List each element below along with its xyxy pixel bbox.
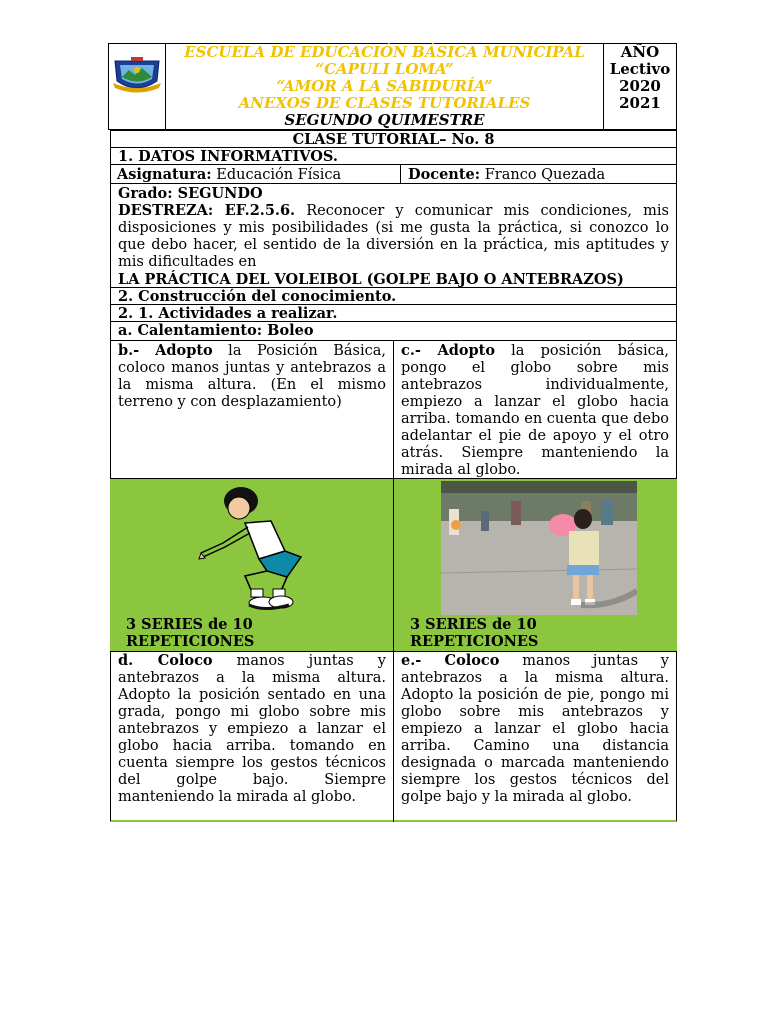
activity-e-lead: e.- Coloco — [401, 652, 500, 669]
grade-skill-cell — [110, 184, 677, 288]
girl-balloon-photo — [441, 481, 637, 615]
skill-code: : EF.2.5.6. — [207, 202, 296, 219]
year-label-lectivo: Lectivo — [609, 60, 671, 78]
teacher-value: Franco Quezada — [484, 167, 606, 183]
activity-d — [111, 651, 393, 807]
subject-value: Educación Física — [216, 167, 342, 183]
section-construction: 2. Construcción del conocimiento. — [110, 288, 677, 305]
school-name-line1: ESCUELA DE EDUCACIÓN BÁSICA MUNICIPAL — [184, 43, 585, 61]
school-motto: “AMOR A LA SABIDURÍA” — [276, 77, 493, 95]
series-left-line1: 3 SERIES de 10 — [126, 616, 253, 633]
activity-b-text: la Posición Básica, coloco manos juntas y antebrazos a la misma altura. (En el mismo terreno y con desplazamiento) — [118, 343, 386, 410]
series-left — [126, 616, 386, 650]
subject-cell — [117, 166, 400, 184]
teacher-cell — [408, 166, 673, 184]
series-right-line2: REPETICIONES — [410, 633, 539, 650]
skill-label: DESTREZA — [118, 202, 208, 219]
annex-title: ANEXOS DE CLASES TUTORIALES — [238, 94, 531, 112]
school-logo — [111, 55, 163, 93]
year-end: 2021 — [619, 94, 661, 112]
year-label-ano: AÑO — [620, 43, 660, 61]
series-left-line2: REPETICIONES — [126, 633, 255, 650]
series-right-line1: 3 SERIES de 10 — [410, 616, 537, 633]
school-year — [604, 44, 676, 112]
subject-teacher-divider — [400, 165, 401, 184]
section-warmup: a. Calentamiento: Boleo — [110, 322, 677, 341]
child-basic-position-illustration — [193, 481, 313, 614]
activity-c — [394, 341, 676, 480]
image-row-divider — [393, 479, 394, 651]
class-title: CLASE TUTORIAL– No. 8 — [110, 130, 677, 148]
activity-b-lead: b.- Adopto — [118, 342, 213, 359]
activity-e — [394, 651, 676, 807]
section-activities: 2. 1. Actividades a realizar. — [110, 305, 677, 322]
series-right — [410, 616, 670, 650]
skill-text — [118, 202, 669, 271]
year-start: 2020 — [619, 77, 661, 95]
section-informative-data: 1. DATOS INFORMATIVOS. — [110, 148, 677, 165]
activity-d-lead: d. Coloco — [118, 652, 213, 669]
topic-title: LA PRÁCTICA DEL VOLEIBOL (GOLPE BAJO O ANTEBRAZOS) — [118, 271, 624, 288]
subject-label: Asignatura: — [117, 166, 212, 183]
activity-e-text: manos juntas y antebrazos a la misma altura. Adopto la posición de pie, pongo mi globo sobre mis antebrazos y empiezo a lanzar el globo hacia arriba. Camino una distancia designada o marcada manteniendo siempre los gestos técnicos del golpe bajo y la mirada al globo. — [401, 653, 669, 805]
teacher-label: Docente: — [408, 166, 481, 183]
activity-c-lead: c.- Adopto — [401, 342, 496, 359]
activity-b — [111, 341, 393, 412]
activity-d-text: manos juntas y antebrazos a la misma altura. Adopto la posición sentado en una grada, pongo mi globo sobre mis antebrazos y empiezo a lanzar el globo hacia arriba. tomando en cuenta siempre los gestos técnicos del golpe bajo. Siempre manteniendo la mirada al globo. — [118, 653, 386, 805]
activity-c-text: la posición básica, pongo el globo sobre mis antebrazos individualmente, empiezo a lanzar el globo hacia arriba. tomando en cuenta que debo adelantar el pie de apoyo y el otro atrás. Siempre manteniendo la mirada al globo. — [401, 343, 669, 478]
grade: Grado: SEGUNDO — [118, 185, 263, 202]
skill-description: Reconocer y comunicar mis condiciones, mis disposiciones y mis posibilidades (si me gusta la práctica, si conozco lo que debo hacer, el sentido de la diversión en la práctica, mis aptitudes y mis dificultades en — [118, 203, 670, 270]
term-title: SEGUNDO QUIMESTRE — [284, 111, 485, 129]
school-name-line2: “CAPULI LOMA” — [315, 60, 454, 78]
